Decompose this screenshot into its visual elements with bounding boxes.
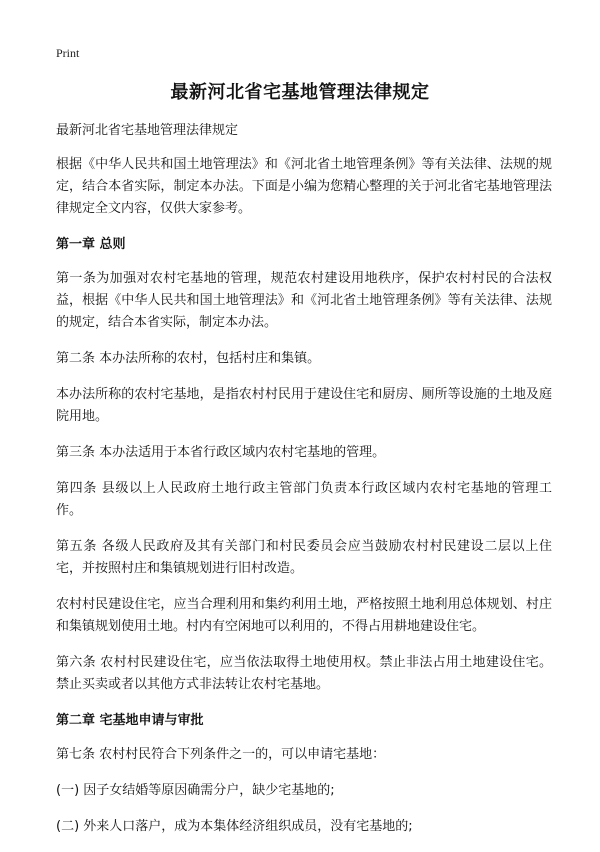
document-subtitle: 最新河北省宅基地管理法律规定 xyxy=(56,123,239,138)
page-title: 最新河北省宅基地管理法律规定 xyxy=(170,82,430,103)
article-7-item-2: (二) 外来人口落户，成为本集体经济组织成员，没有宅基地的; xyxy=(56,819,413,834)
article-5: 第五条 各级人民政府及其有关部门和村民委员会应当鼓励农村村民建设二层以上住宅，并按照村庄和集镇规划进行旧村改造。 xyxy=(56,539,552,576)
article-5-land-use: 农村村民建设住宅，应当合理利用和集约利用土地，严格按照土地利用总体规划、村庄和集镇规划使用土地。村内有空闲地可以利用的，不得占用耕地建设住宅。 xyxy=(56,597,552,634)
chapter-1-heading: 第一章 总则 xyxy=(56,237,126,252)
article-1: 第一条为加强对农村宅基地的管理，规范农村建设用地秩序，保护农村村民的合法权益，根据《中华人民共和国土地管理法》和《河北省土地管理条例》等有关法律、法规的规定，结合本省实际，制定本办法。 xyxy=(56,271,552,330)
article-7: 第七条 农村村民符合下列条件之一的，可以申请宅基地： xyxy=(56,747,386,762)
article-2: 第二条 本办法所称的农村，包括村庄和集镇。 xyxy=(56,351,321,366)
article-6: 第六条 农村村民建设住宅，应当依法取得土地使用权。禁止非法占用土地建设住宅。禁止买卖或者以其他方式非法转让农村宅基地。 xyxy=(56,655,552,692)
document-body xyxy=(56,120,552,852)
article-4: 第四条 县级以上人民政府土地行政主管部门负责本行政区域内农村宅基地的管理工作。 xyxy=(56,481,552,518)
article-2-definition: 本办法所称的农村宅基地，是指农村村民用于建设住宅和厨房、厕所等设施的土地及庭院用地。 xyxy=(56,387,552,424)
print-label[interactable]: Print xyxy=(56,46,80,60)
intro-paragraph: 根据《中华人民共和国土地管理法》和《河北省土地管理条例》等有关法律、法规的规定，结合本省实际，制定本办法。下面是小编为您精心整理的关于河北省宅基地管理法律规定全文内容，仅供大家参考。 xyxy=(56,157,552,216)
chapter-2-heading: 第二章 宅基地申请与审批 xyxy=(56,713,204,728)
article-7-item-1: (一) 因子女结婚等原因确需分户，缺少宅基地的; xyxy=(56,783,335,798)
article-3: 第三条 本办法适用于本省行政区域内农村宅基地的管理。 xyxy=(56,445,386,460)
